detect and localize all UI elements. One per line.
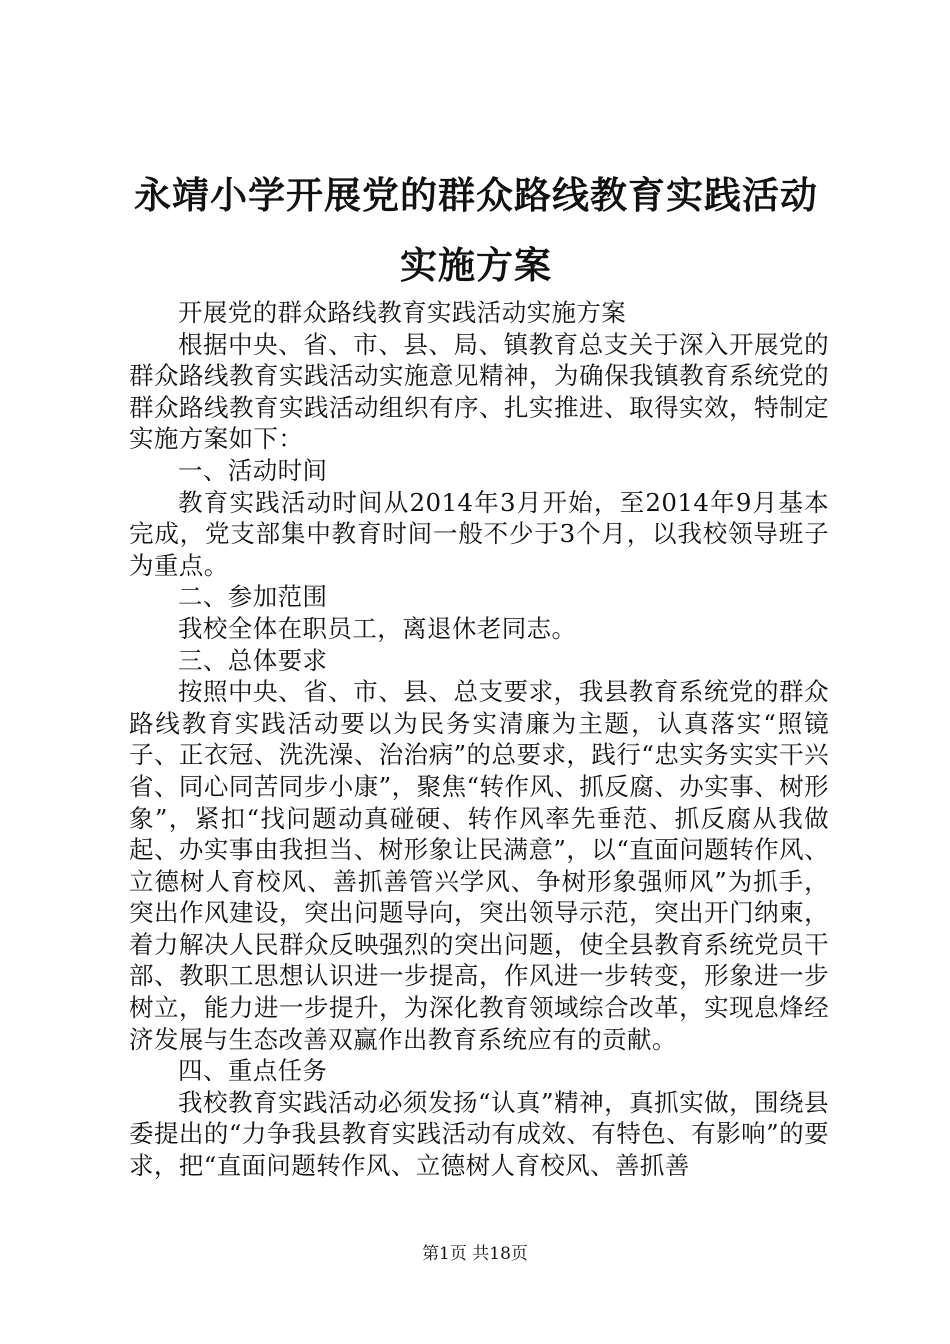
section-heading-requirements: 三、总体要求 xyxy=(178,645,328,675)
section-heading-scope: 二、参加范围 xyxy=(178,582,328,612)
section-heading-tasks: 四、重点任务 xyxy=(178,1056,328,1086)
intro-paragraph: 根据中央、省、市、县、局、镇教育总支关于深入开展党的群众路线教育实践活动实施意见精神，为确保我镇教育系统党的群众路线教育实践活动组织有序、扎实推进、取得实效，特制定实施方案如下： xyxy=(129,329,829,454)
requirements-paragraph: 按照中央、省、市、县、总支要求，我县教育系统党的群众路线教育实践活动要以为民务实清廉为主题，认真落实“照镜子、正衣冠、洗洗澡、治治病”的总要求，践行“忠实务实实干兴省、同心同苦同步小康”，聚焦“转作风、抓反腐、办实事、树形象”，紧扣“找问题动真碰硬、转作风率先垂范、抓反腐从我做起、办实事由我担当、树形象让民满意”，以“直面问题转作风、立德树人育校风、善抓善管兴学风、争树形象强师风”为抓手，突出作风建设，突出问题导向，突出领导示范，突出开门纳柬，着力解决人民群众反映强烈的突出问题，使全县教育系统党员干部、教职工思想认识进一步提高，作风进一步转变，形象进一步树立，能力进一步提升，为深化教育领域综合改革，实现息烽经济发展与生态改善双赢作出教育系统应有的贡献。 xyxy=(129,677,829,1054)
section-heading-time: 一、活动时间 xyxy=(178,455,328,485)
document-title: 永靖小学开展党的群众路线教育实践活动实施方案 xyxy=(134,173,818,287)
document-body xyxy=(129,297,829,1182)
time-paragraph: 教育实践活动时间从2014年3月开始，至2014年9月基本完成，党支部集中教育时间一般不少于3个月，以我校领导班子为重点。 xyxy=(129,487,829,580)
scope-paragraph: 我校全体在职员工，离退休老同志。 xyxy=(178,613,577,643)
subtitle-paragraph: 开展党的群众路线教育实践活动实施方案 xyxy=(178,298,627,327)
tasks-paragraph: 我校教育实践活动必须发扬“认真”精神，真抓实做，围绕县委提出的“力争我县教育实践活动有成效、有特色、有影响”的要求，把“直面问题转作风、立德树人育校风、善抓善 xyxy=(129,1087,829,1181)
page-number-footer: 第1页 共18页 xyxy=(422,1244,528,1264)
